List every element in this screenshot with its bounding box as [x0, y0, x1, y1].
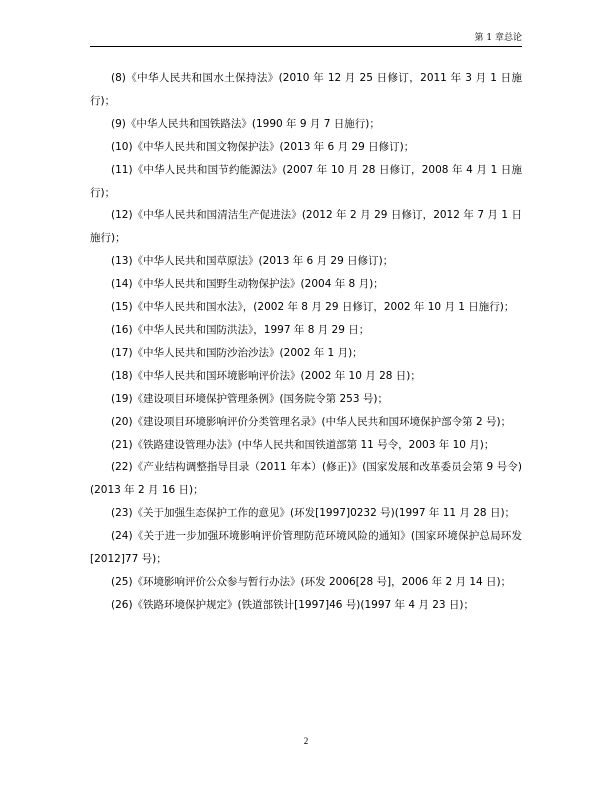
- list-item: (14)《中华人民共和国野生动物保护法》(2004 年 8 月)；: [111, 278, 384, 291]
- list-item: (25)《环境影响评价公众参与暂行办法》(环发 2006[28 号]，2006 年 2 月 14 日)；: [111, 575, 512, 588]
- page-number: 2: [303, 736, 309, 746]
- list-item: (18)《中华人民共和国环境影响评价法》(2002 年 10 月 28 日)；: [111, 369, 421, 382]
- list-item: (26)《铁路环境保护规定》(铁道部铁计[1997]46 号)(1997 年 4 月 23 日)；: [111, 598, 475, 611]
- chapter-title: 第 1 章总论: [474, 33, 522, 43]
- list-item: (13)《中华人民共和国草原法》(2013 年 6 月 29 日修订)；: [111, 255, 394, 268]
- list-item: (23)《关于加强生态保护工作的意见》(环发[1997]0232 号)(1997 年 11 月 28 日)；: [111, 507, 516, 520]
- list-item: (19)《建设项目环境保护管理条例》(国务院令第 253 号)；: [111, 392, 388, 405]
- list-item: (16)《中华人民共和国防洪法》，1997 年 8 月 29 日；: [111, 323, 370, 336]
- list-item: (22)《产业结构调整指导目录（2011 年本）(修正)》(国家发展和改革委员会第 9 号令)(2013 年 2 月 16 日)；: [90, 461, 522, 497]
- list-item: (9)《中华人民共和国铁路法》(1990 年 9 月 7 日施行)；: [111, 117, 380, 130]
- list-item: (12)《中华人民共和国清洁生产促进法》(2012 年 2 月 29 日修订，2012 年 7 月 1 日施行)；: [90, 209, 522, 245]
- list-item: (11)《中华人民共和国节约能源法》(2007 年 10 月 28 日修订，2008 年 4 月 1 日施行)；: [90, 163, 522, 199]
- list-item: (21)《铁路建设管理办法》(中华人民共和国铁道部第 11 号令，2003 年 10 月)；: [111, 438, 495, 451]
- list-item: (20)《建设项目环境影响评价分类管理名录》(中华人民共和国环境保护部令第 2 号)；: [111, 415, 512, 428]
- list-item: (15)《中华人民共和国水法》，(2002 年 8 月 29 日修订，2002 年 10 月 1 日施行)；: [111, 301, 515, 314]
- list-item: (8)《中华人民共和国水土保持法》(2010 年 12 月 25 日修订，2011 年 3 月 1 日施行)；: [90, 72, 522, 107]
- regulation-list: [90, 67, 522, 617]
- list-item: (24)《关于进一步加强环境影响评价管理防范环境风险的通知》(国家环境保护总局环发[2012]77 号)；: [90, 530, 522, 566]
- page-header: [90, 32, 522, 47]
- list-item: (17)《中华人民共和国防沙治沙法》(2002 年 1 月)；: [111, 346, 363, 359]
- list-item: (10)《中华人民共和国文物保护法》(2013 年 6 月 29 日修订)；: [111, 140, 415, 153]
